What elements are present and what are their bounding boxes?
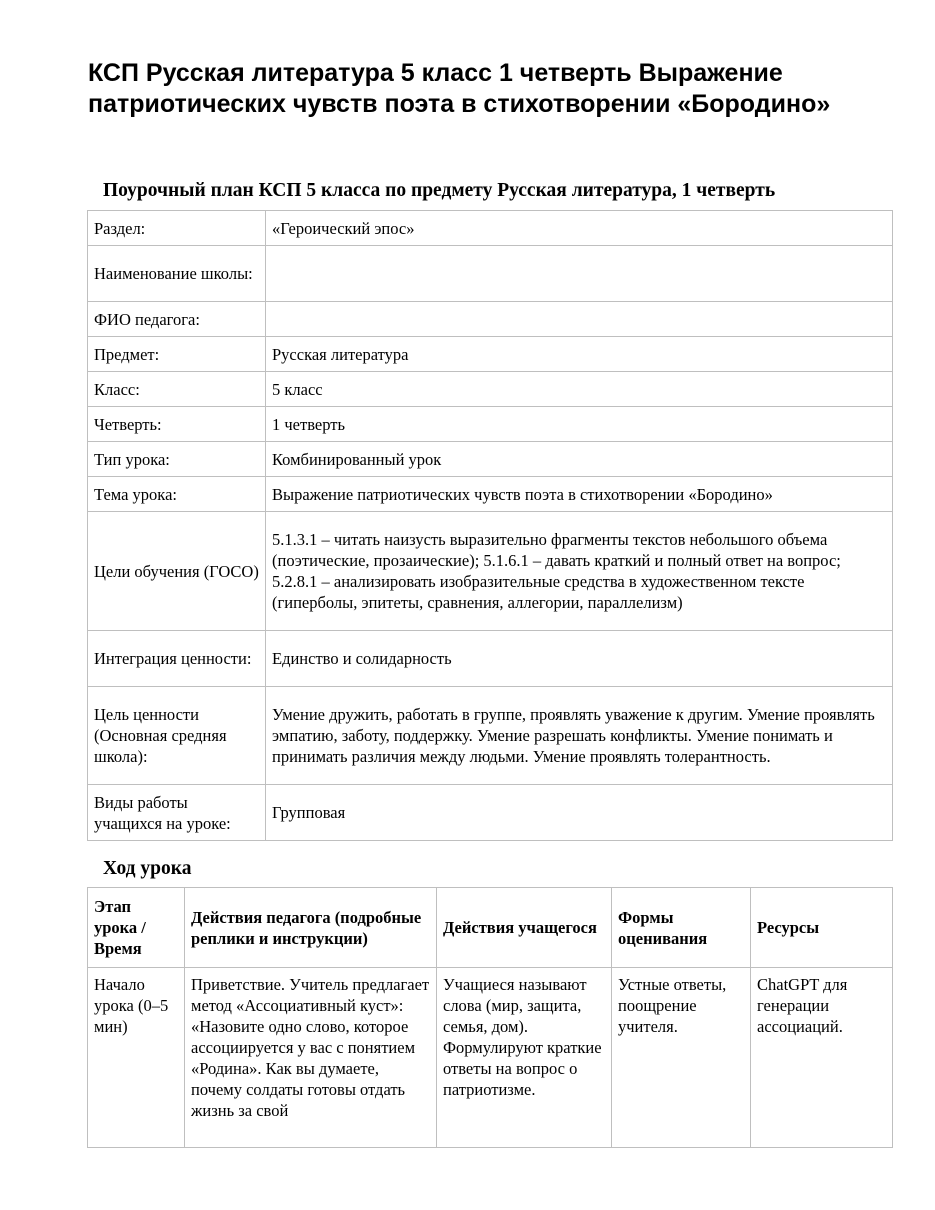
info-row-subject <box>88 337 893 372</box>
info-label: Виды работы учащихся на уроке: <box>88 785 266 841</box>
header-assessment: Формы оценивания <box>612 888 751 968</box>
info-value: «Героический эпос» <box>266 211 893 246</box>
cell-stage-time: Начало урока (0–5 мин) <box>88 968 185 1148</box>
cell-resources: ChatGPT для генерации ассоциаций. <box>751 968 893 1148</box>
info-value: 5.1.3.1 – читать наизусть выразительно фрагменты текстов небольшого объема (поэтические, прозаические); 5.1.6.1 – давать краткий и полный ответ на вопрос; 5.2.8.1 – анализировать изобразительные средства в художественном тексте (гиперболы, эпитеты, сравнения, аллегории, параллелизм) <box>266 512 893 631</box>
plan-heading: Поурочный план КСП 5 класса по предмету Русская литература, 1 четверть <box>103 180 776 201</box>
info-label: Предмет: <box>88 337 266 372</box>
header-student-actions: Действия учащегося <box>437 888 612 968</box>
info-label: Наименование школы: <box>88 246 266 302</box>
header-stage-time: Этап урока / Время <box>88 888 185 968</box>
info-value: 1 четверть <box>266 407 893 442</box>
info-value: Комбинированный урок <box>266 442 893 477</box>
info-label: Цель ценности (Основная средняя школа): <box>88 687 266 785</box>
info-row-value-integration <box>88 631 893 687</box>
info-label: Класс: <box>88 372 266 407</box>
info-label: Раздел: <box>88 211 266 246</box>
info-label: Четверть: <box>88 407 266 442</box>
info-value: Выражение патриотических чувств поэта в стихотворении «Бородино» <box>266 477 893 512</box>
info-row-value-goal <box>88 687 893 785</box>
info-value: Русская литература <box>266 337 893 372</box>
cell-assessment: Устные ответы, поощрение учителя. <box>612 968 751 1148</box>
info-value <box>266 246 893 302</box>
header-resources: Ресурсы <box>751 888 893 968</box>
info-row-school <box>88 246 893 302</box>
info-value: Единство и солидарность <box>266 631 893 687</box>
lesson-progress-table <box>87 887 893 1148</box>
info-row-teacher <box>88 302 893 337</box>
cell-student-actions: Учащиеся называют слова (мир, защита, семья, дом). Формулируют краткие ответы на вопрос о патриотизме. <box>437 968 612 1148</box>
info-label: Тема урока: <box>88 477 266 512</box>
lesson-progress-heading: Ход урока <box>103 858 192 879</box>
info-row-lesson-type <box>88 442 893 477</box>
info-value: Групповая <box>266 785 893 841</box>
lesson-info-table <box>87 210 893 841</box>
info-row-section <box>88 211 893 246</box>
table-row <box>88 968 893 1148</box>
info-row-quarter <box>88 407 893 442</box>
cell-teacher-actions: Приветствие. Учитель предлагает метод «Ассоциативный куст»: «Назовите одно слово, которое ассоциируется у вас с понятием «Родина». Как вы думаете, почему солдаты готовы отдать жизнь за свой <box>185 968 437 1148</box>
info-row-objectives <box>88 512 893 631</box>
info-row-topic <box>88 477 893 512</box>
lesson-header-row <box>88 888 893 968</box>
info-label: ФИО педагога: <box>88 302 266 337</box>
info-row-work-types <box>88 785 893 841</box>
info-label: Интеграция ценности: <box>88 631 266 687</box>
document-title: КСП Русская литература 5 класс 1 четверть Выражение патриотических чувств поэта в стихотворении «Бородино» <box>88 59 831 118</box>
info-label: Тип урока: <box>88 442 266 477</box>
info-row-grade <box>88 372 893 407</box>
info-value <box>266 302 893 337</box>
info-value: Умение дружить, работать в группе, проявлять уважение к другим. Умение проявлять эмпатию, заботу, поддержку. Умение разрешать конфликты. Умение понимать и принимать различия между людьми. Умение проявлять толерантность. <box>266 687 893 785</box>
info-label: Цели обучения (ГОСО) <box>88 512 266 631</box>
info-value: 5 класс <box>266 372 893 407</box>
header-teacher-actions: Действия педагога (подробные реплики и инструкции) <box>185 888 437 968</box>
